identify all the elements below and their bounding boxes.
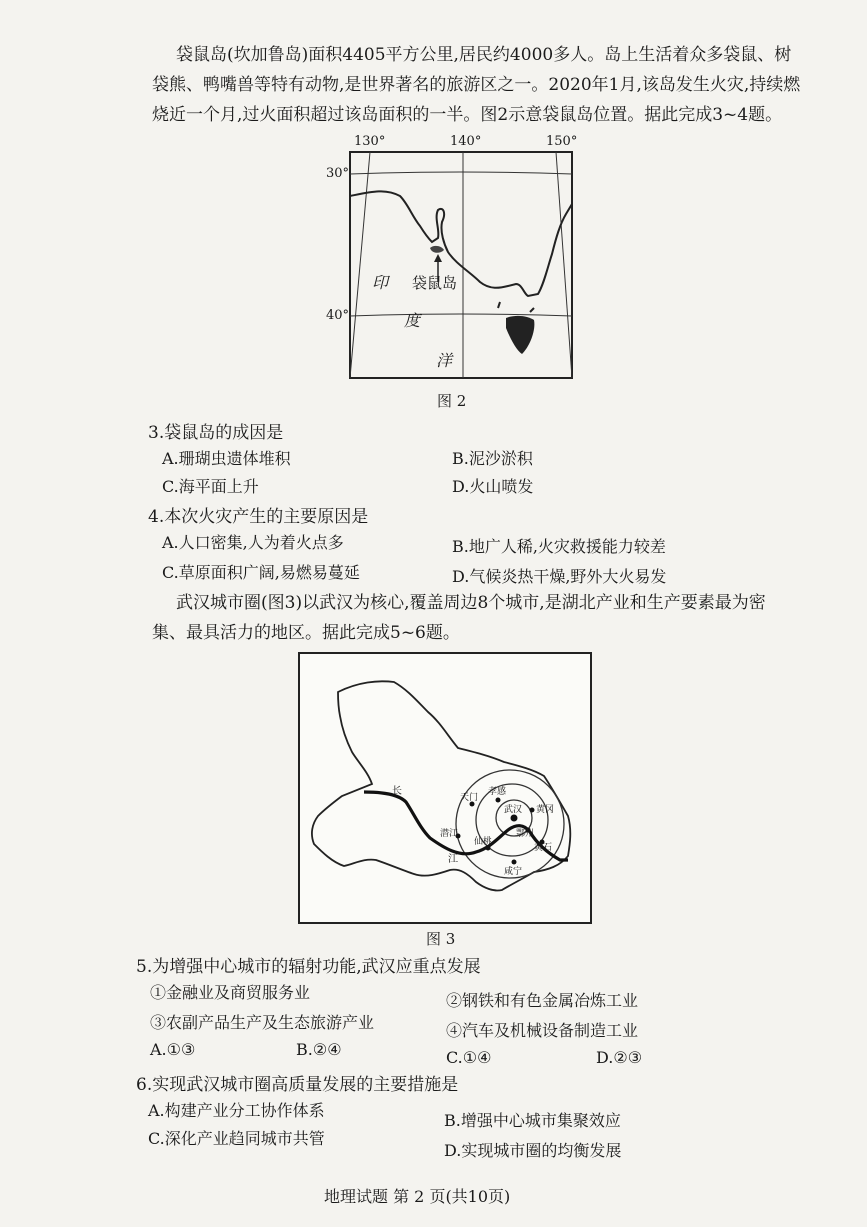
q5-item-2: ②钢铁和有色金属冶炼工业 bbox=[446, 991, 639, 1010]
q5-item-1: ①金融业及商贸服务业 bbox=[150, 983, 311, 1002]
city-huanggang: 黄冈 bbox=[536, 805, 555, 815]
city-xianning: 咸宁 bbox=[504, 867, 523, 877]
lon-140-label: 140° bbox=[450, 134, 482, 149]
ocean-label-yang: 洋 bbox=[436, 351, 453, 370]
intro2-line2: 集、最具活力的地区。据此完成5~6题。 bbox=[152, 623, 460, 643]
q5-option-b[interactable]: B.②④ bbox=[296, 1040, 342, 1059]
q3-option-b[interactable]: B.泥沙淤积 bbox=[452, 449, 533, 468]
intro1-line3: 烧近一个月,过火面积超过该岛面积的一半。图2示意袋鼠岛位置。据此完成3~4题。 bbox=[152, 105, 783, 125]
q4-option-c[interactable]: C.草原面积广阔,易燃易蔓延 bbox=[162, 563, 360, 582]
page-footer: 地理试题 第 2 页(共10页) bbox=[324, 1187, 511, 1206]
intro1-line2: 袋熊、鸭嘴兽等特有动物,是世界著名的旅游区之一。2020年1月,该岛发生火灾,持续燃 bbox=[152, 75, 801, 95]
city-huangshi: 黄石 bbox=[534, 843, 553, 853]
city-xiantao: 仙桃 bbox=[474, 837, 493, 847]
figure-3-map bbox=[298, 652, 592, 924]
map-hubei bbox=[298, 652, 592, 924]
intro2-line1: 武汉城市圈(图3)以武汉为核心,覆盖周边8个城市,是湖北产业和生产要素最为密 bbox=[176, 593, 766, 613]
q6-stem: 6.实现武汉城市圈高质量发展的主要措施是 bbox=[136, 1075, 459, 1095]
q6-option-a[interactable]: A.构建产业分工协作体系 bbox=[148, 1101, 325, 1120]
q3-stem: 3.袋鼠岛的成因是 bbox=[148, 423, 284, 443]
river-label: 长 bbox=[392, 786, 402, 797]
figure-2-caption: 图 2 bbox=[437, 392, 467, 410]
q6-option-d[interactable]: D.实现城市圈的均衡发展 bbox=[444, 1141, 622, 1160]
q3-option-a[interactable]: A.珊瑚虫遗体堆积 bbox=[162, 449, 291, 468]
city-wuhan: 武汉 bbox=[504, 805, 523, 815]
q4-option-b[interactable]: B.地广人稀,火灾救援能力较差 bbox=[452, 537, 666, 556]
q5-option-d[interactable]: D.②③ bbox=[596, 1048, 643, 1067]
lon-150-label: 150° bbox=[546, 134, 578, 149]
q5-option-c[interactable]: C.①④ bbox=[446, 1048, 492, 1067]
lon-130-label: 130° bbox=[354, 134, 386, 149]
q6-option-c[interactable]: C.深化产业趋同城市共管 bbox=[148, 1129, 325, 1148]
city-qianjiang: 潜江 bbox=[440, 829, 459, 839]
q5-option-a[interactable]: A.①③ bbox=[150, 1040, 196, 1059]
q4-stem: 4.本次火灾产生的主要原因是 bbox=[148, 507, 369, 527]
river-label-2: 江 bbox=[448, 854, 458, 865]
map-australia bbox=[330, 134, 582, 384]
q5-stem: 5.为增强中心城市的辐射功能,武汉应重点发展 bbox=[136, 957, 481, 977]
q5-item-4: ④汽车及机械设备制造工业 bbox=[446, 1021, 639, 1040]
q4-option-a[interactable]: A.人口密集,人为着火点多 bbox=[162, 533, 344, 552]
ocean-label-yin: 印 bbox=[372, 273, 389, 292]
island-label: 袋鼠岛 bbox=[412, 274, 458, 292]
q3-option-c[interactable]: C.海平面上升 bbox=[162, 477, 259, 496]
city-tianmen: 天门 bbox=[460, 793, 479, 803]
city-xiaogan: 孝感 bbox=[488, 787, 507, 797]
q3-option-d[interactable]: D.火山喷发 bbox=[452, 477, 534, 496]
intro1-line1: 袋鼠岛(坎加鲁岛)面积4405平方公里,居民约4000多人。岛上生活着众多袋鼠、树 bbox=[176, 45, 792, 65]
figure-3-caption: 图 3 bbox=[426, 930, 456, 948]
city-ezhou: 鄂州 bbox=[516, 829, 535, 839]
q5-item-3: ③农副产品生产及生态旅游产业 bbox=[150, 1013, 375, 1032]
q4-option-d[interactable]: D.气候炎热干燥,野外大火易发 bbox=[452, 567, 667, 586]
q6-option-b[interactable]: B.增强中心城市集聚效应 bbox=[444, 1111, 621, 1130]
ocean-label-du: 度 bbox=[404, 311, 421, 330]
lat-30-label: 30° bbox=[326, 166, 350, 181]
figure-2-map bbox=[326, 134, 582, 384]
lat-40-label: 40° bbox=[326, 308, 350, 323]
